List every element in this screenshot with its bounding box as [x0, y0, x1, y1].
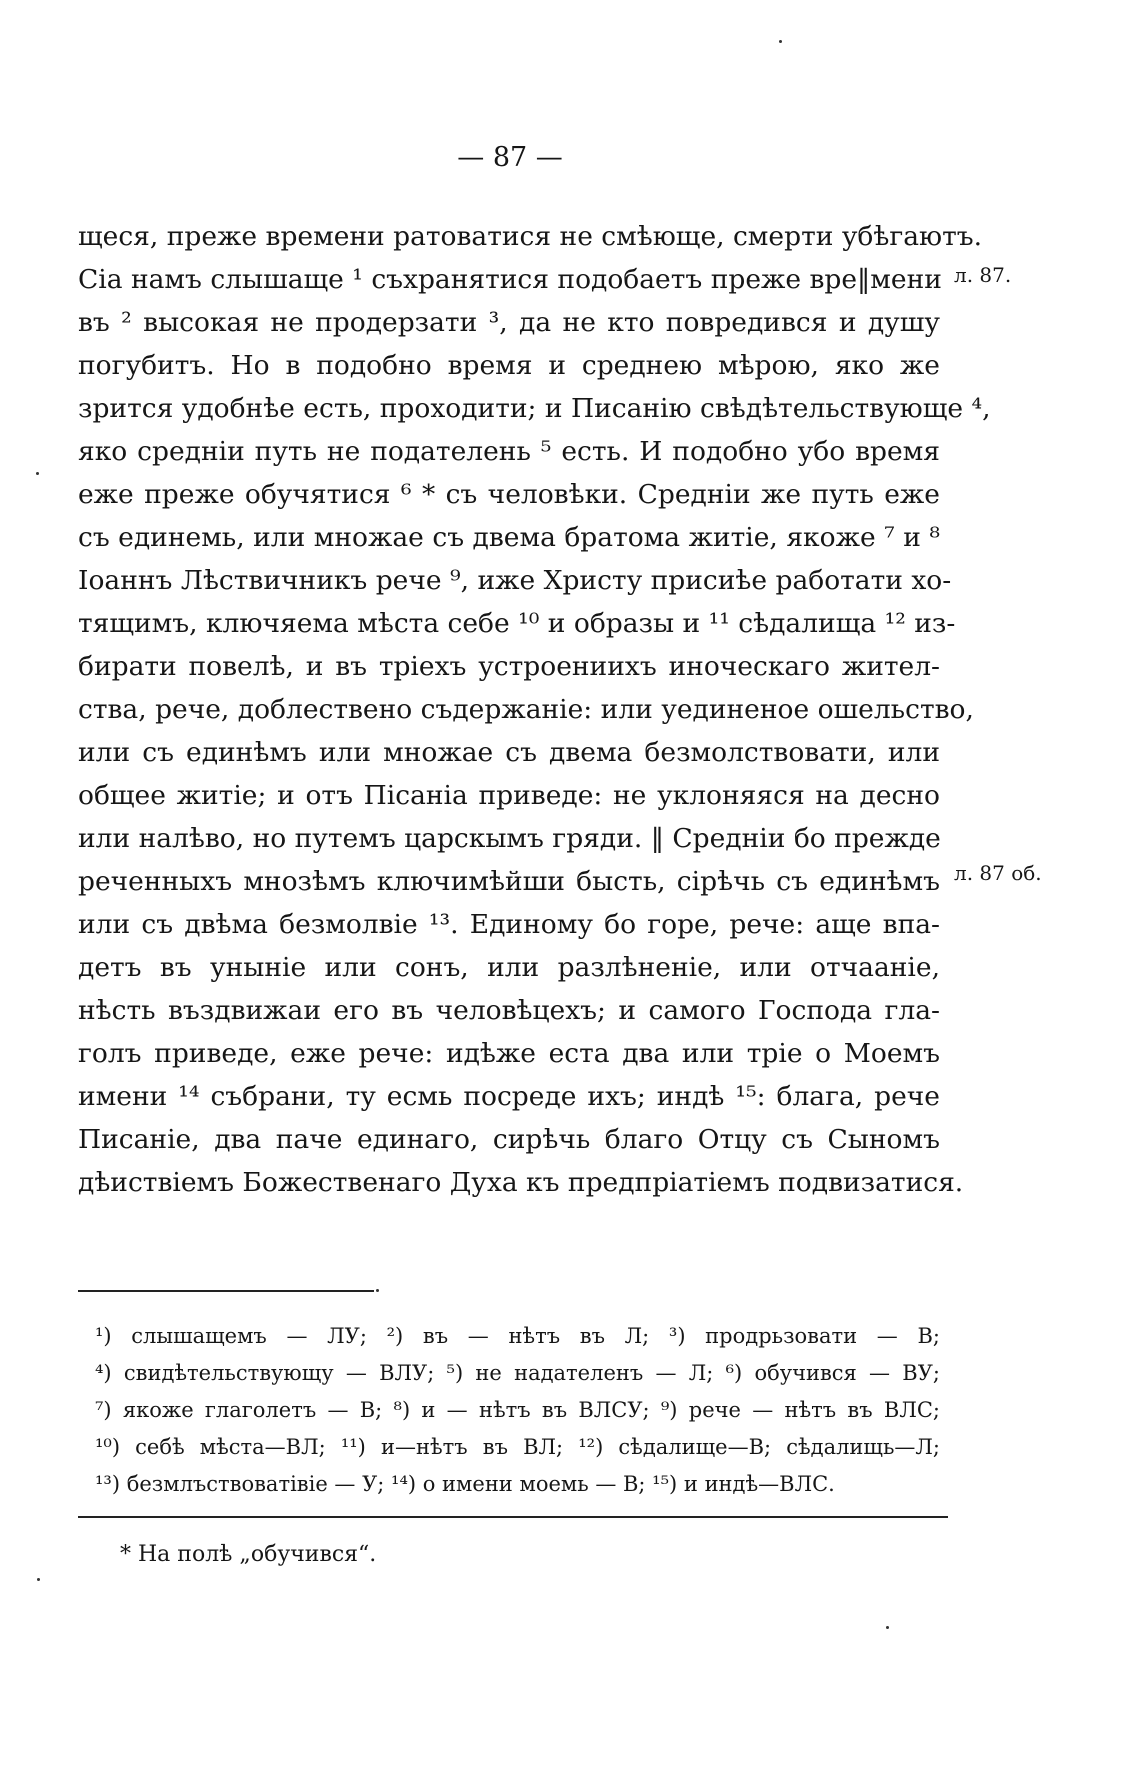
- text-line: щеся, преже времени ратоватися не смѣюще, смерти убѣгаютъ.: [78, 221, 983, 252]
- text-line: зрится удобнѣе есть, проходити; и Писанію свѣдѣтельствующе ⁴,: [78, 393, 991, 424]
- text-line: еже преже обучятися ⁶ * съ человѣки. Средніи же путь еже: [78, 479, 940, 510]
- ink-speck: [779, 40, 782, 43]
- ink-speck: [376, 1289, 379, 1292]
- footnote-line: ⁷) якоже глаголетъ — В; ⁸) и — нѣтъ въ ВЛСУ; ⁹) рече — нѣтъ въ ВЛС;: [95, 1398, 940, 1422]
- text-line: реченныхъ мнозѣмъ ключимѣйши бысть, сірѣчь съ единѣмъ: [78, 866, 940, 897]
- text-line: Писаніе, два паче единаго, сирѣчь благо Отцу съ Сыномъ: [78, 1124, 940, 1155]
- text-line: Сіа намъ слышаще ¹ съхранятися подобаетъ преже вре‖мени: [78, 264, 942, 295]
- text-line: погубитъ. Но в подобно время и среднею мѣрою, яко же: [78, 350, 940, 381]
- text-line: съ единемь, или множае съ двема братома житіе, якоже ⁷ и ⁸: [78, 522, 940, 553]
- ink-speck: [37, 1578, 40, 1581]
- margin-note-folio-verso: л. 87 об.: [954, 861, 1042, 885]
- page-bottom-rule: [78, 1516, 948, 1518]
- ink-speck: [36, 472, 39, 475]
- footnote-separator: [78, 1290, 374, 1292]
- text-line: голъ приведе, еже рече: идѣже еста два или тріе о Моемъ: [78, 1038, 940, 1069]
- text-line: бирати повелѣ, и въ тріехъ устроениихъ иноческаго жител-: [78, 651, 940, 682]
- text-line: ства, рече, доблествено съдержаніе: или уединеное ошельство,: [78, 694, 974, 725]
- text-line: Іоаннъ Лѣствичникъ рече ⁹, иже Христу присиѣе работати хо-: [78, 565, 952, 596]
- text-line: яко средніи путь не подателень ⁵ есть. И подобно убо время: [78, 436, 940, 467]
- text-line: имени ¹⁴ събрани, ту есмь посреде ихъ; индѣ ¹⁵: блага, рече: [78, 1081, 940, 1112]
- text-line: или съ единѣмъ или множае съ двема безмолствовати, или: [78, 737, 940, 768]
- footnote-line: ¹) слышащемъ — ЛУ; ²) въ — нѣтъ въ Л; ³) продрьзовати — В;: [95, 1324, 940, 1348]
- page-number: — 87 —: [457, 142, 563, 173]
- text-line: въ ² высокая не продерзати ³, да не кто повредився и душу: [78, 307, 940, 338]
- text-line: детъ въ уныніе или сонъ, или разлѣненіе, или отчааніе,: [78, 952, 940, 983]
- footnote-line: ¹⁰) себѣ мѣста—ВЛ; ¹¹) и—нѣтъ въ ВЛ; ¹²) сѣдалище—В; сѣдалищь—Л;: [95, 1435, 940, 1459]
- footnote-line: ⁴) свидѣтельствующу — ВЛУ; ⁵) не надателенъ — Л; ⁶) обучився — ВУ;: [95, 1361, 940, 1385]
- margin-note-folio: л. 87.: [954, 263, 1012, 287]
- text-line: нѣсть въздвижаи его въ человѣцехъ; и самого Господа гла-: [78, 995, 940, 1026]
- star-note: * На полѣ „обучився“.: [120, 1542, 377, 1567]
- text-line: тящимъ, ключяема мѣста себе ¹⁰ и образы и ¹¹ сѣдалища ¹² из-: [78, 608, 956, 639]
- text-line: общее житіе; и отъ Пісаніа приведе: не уклоняяся на десно: [78, 780, 940, 811]
- footnote-line: ¹³) безмлъствоватівіе — У; ¹⁴) о имени моемь — В; ¹⁵) и индѣ—ВЛС.: [95, 1472, 835, 1496]
- text-line: или съ двѣма безмолвіе ¹³. Единому бо горе, рече: аще впа-: [78, 909, 940, 940]
- ink-speck: [886, 1626, 889, 1629]
- text-line: или налѣво, но путемъ царскымъ гряди. ‖ Средніи бо прежде: [78, 823, 941, 854]
- text-line: дѣиствіемъ Божественаго Духа къ предпріатіемъ подвизатися.: [78, 1167, 964, 1198]
